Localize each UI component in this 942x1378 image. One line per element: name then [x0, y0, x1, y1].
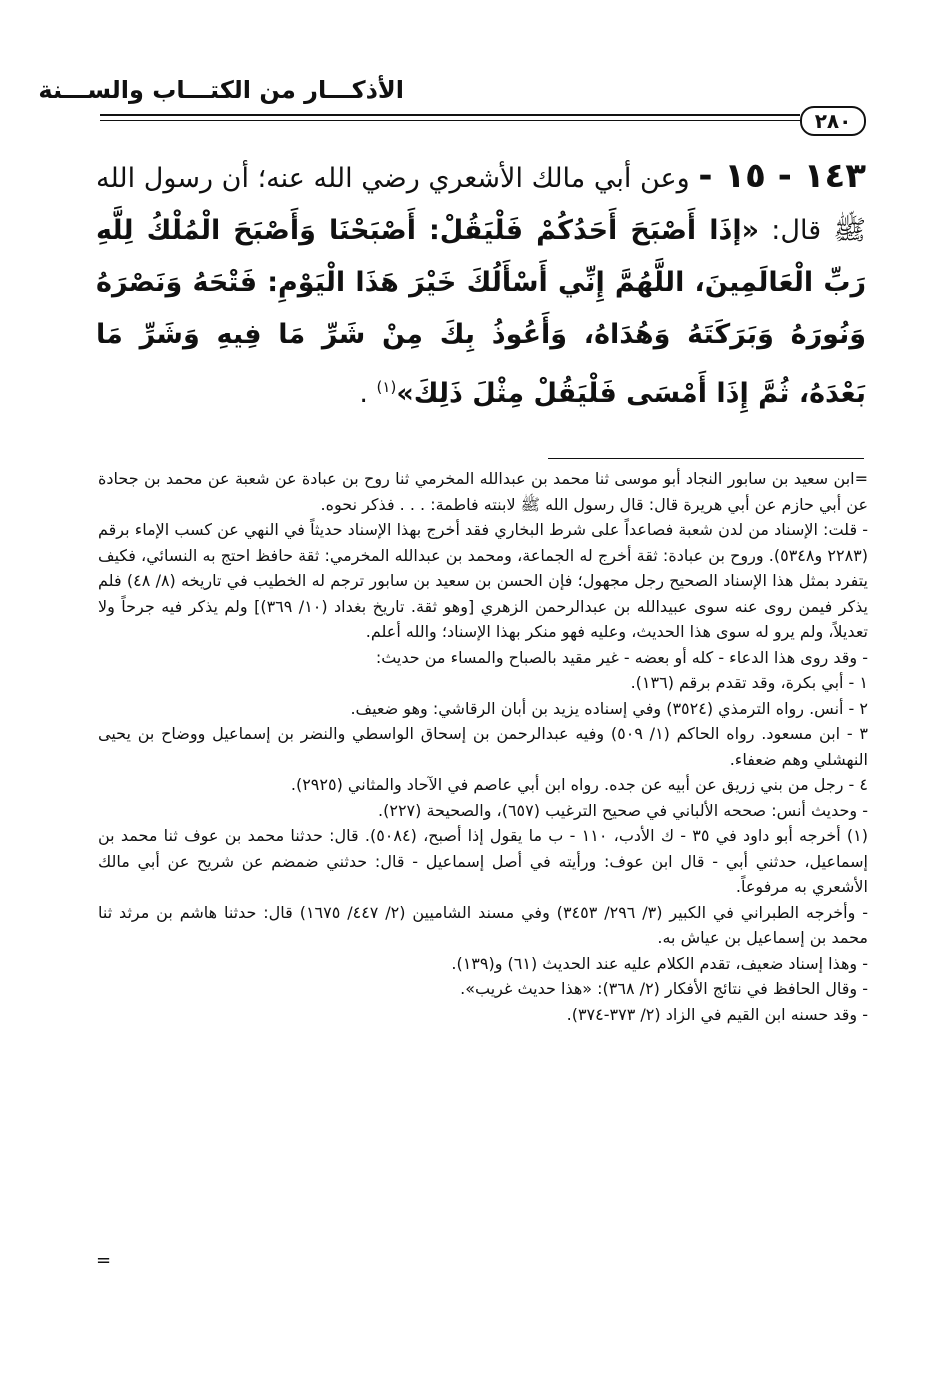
- footnote-separator: [548, 458, 864, 459]
- footnote-paragraph: - وقد حسنه ابن القيم في الزاد (٢/ ٣٧٣-٣٧٤).: [566, 1004, 868, 1024]
- hadith-body: [96, 150, 866, 420]
- hadith-intro: وعن أبي مالك الأشعري رضي الله عنه؛ أن رسول الله ﷺ قال:: [96, 163, 866, 246]
- footnote-paragraph: - وقد روى هذا الدعاء - كله أو بعضه - غير مقيد بالصباح والمساء من حديث:: [375, 647, 868, 667]
- page-number-badge: ٢٨٠: [800, 106, 866, 136]
- footnote-paragraph: ٢ - أنس. رواه الترمذي (٣٥٢٤) وفي إسناده يزيد بن أبان الرقاشي: وهو ضعيف.: [350, 698, 868, 718]
- footnote-paragraph: ٣ - ابن مسعود. رواه الحاكم (١/ ٥٠٩) وفيه عبدالرحمن بن إسحاق الواسطي والنضر بن إسماعيل ووضاح بن يحيى النهشلي وهم ضعفاء.: [98, 724, 869, 769]
- footnote-paragraph: - وحديث أنس: صححه الألباني في صحيح الترغيب (٦٥٧)، والصحيحة (٢٢٧).: [378, 800, 868, 820]
- footnote-paragraph: ٤ - رجل من بني زريق عن أبيه عن جده. رواه ابن أبي عاصم في الآحاد والمثاني (٢٩٢٥).: [290, 775, 868, 794]
- header-rule-thin: [100, 120, 800, 121]
- hadith-end: .: [359, 378, 377, 409]
- footnote-paragraph: - قلت: الإسناد من لدن شعبة فصاعداً على شرط البخاري فقد أخرج بهذا الإسناد حديثاً في النهي عن كسب الإماء برقم (٢٢٨٣ و٥٣٤٨). وروح بن عبادة: ثقة أخرج له الجماعة، ومحمد بن عبدالله المخرمي: ثقة حافظ احتج به النسائي، فكيف يتفرد بمثل هذا الإسناد الصحيح رجل مجهول؛ فإن الحسن بن سعيد بن سابور ترجم له الخطيب في تاريخه (٨/ ٤٨) فلم يذكر فيمن روى عنه سوى عبيدالله بن عبدالرحمن الزهري [وهو ثقة. تاريخ بغداد (١٠/ ٣٦٩)] ولم يذكر فيه جرحاً ولا تعديلاً، ولم يرو له سوى هذا الحديث، وعليه فهو منكر بهذا الإسناد؛ والله أعلم.: [98, 520, 869, 641]
- hadith-number: ١٤٣ - ١٥ -: [698, 156, 866, 196]
- hadith-quote: «إذَا أَصْبَحَ أَحَدُكُمْ فَلْيَقُلْ: أَصْبَحْنَا وَأَصْبَحَ الْمُلْكُ لِلَّهِ رَبِّ الْعَالَمِينَ، اللَّهُمَّ إِنِّي أَسْأَلُكَ خَيْرَ هَذَا الْيَوْمِ: فَتْحَهُ وَنَصْرَهُ وَنُورَهُ وَبَرَكَتَهُ وَهُدَاهُ، وَأَعُوذُ بِكَ مِنْ شَرِّ مَا فِيهِ وَشَرِّ مَا بَعْدَهُ، ثُمَّ إِذَا أَمْسَى فَلْيَقُلْ مِثْلَ ذَلِكَ»: [96, 215, 866, 409]
- footnote-reference: (١): [376, 378, 397, 396]
- footnote-paragraph: - وأخرجه الطبراني في الكبير (٣/ ٢٩٦/ ٣٤٥٣) وفي مسند الشاميين (٢/ ٤٤٧/ ١٦٧٥) قال: حدثنا هاشم بن مرثد ثنا محمد بن إسماعيل بن عياش به.: [98, 902, 869, 947]
- footnote-paragraph: - وقال الحافظ في نتائج الأفكار (٢/ ٣٦٨): «هذا حديث غريب».: [460, 979, 868, 998]
- continuation-mark: =: [96, 1250, 112, 1271]
- footnote-paragraph: =ابن سعيد بن سابور النجاد أبو موسى ثنا محمد بن عبدالله المخرمي ثنا روح بن عبادة عن شعبة عن محمد بن جحادة عن أبي حازم عن أبي هريرة قال: قال رسول الله ﷺ لابنته فاطمة: . . . فذكر نحوه.: [98, 469, 868, 514]
- footnotes: [98, 466, 868, 1027]
- footnote-paragraph: ١ - أبي بكرة، وقد تقدم برقم (١٣٦).: [630, 673, 868, 692]
- footnote-paragraph: (١) أخرجه أبو داود في ٣٥ - ك الأدب، ١١٠ - ب ما يقول إذا أصبح، (٥٠٨٤). قال: حدثنا محمد بن عوف ثنا محمد بن إسماعيل، حدثني أبي - قال ابن عوف: ورأيته في أصل إسماعيل - قال: حدثني ضمضم عن شريح عن أبي مالك الأشعري به مرفوعاً.: [98, 826, 869, 896]
- footnote-paragraph: - وهذا إسناد ضعيف، تقدم الكلام عليه عند الحديث (٦١) و(١٣٩).: [451, 953, 868, 973]
- header-rule: [100, 114, 800, 116]
- running-header-title: الأذكـــار من الكتـــاب والســـنة: [38, 76, 404, 104]
